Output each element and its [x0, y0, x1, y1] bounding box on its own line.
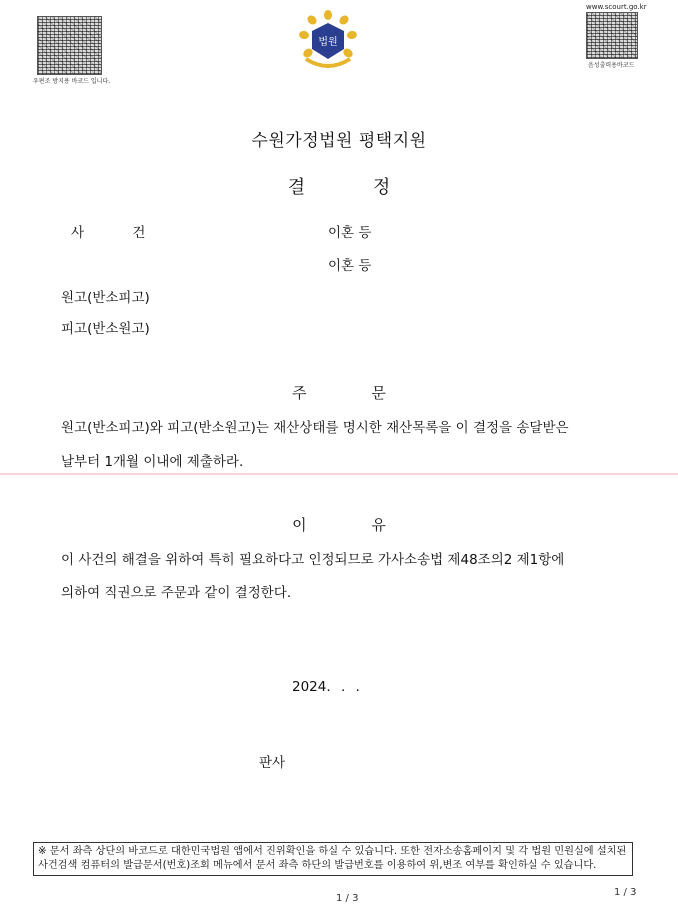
redacted-case-number: [185, 218, 323, 238]
plaintiff-label: 원고(반소피고): [61, 290, 150, 306]
decision-date: 2024. . .: [292, 679, 360, 695]
page-number-right: 1 / 3: [614, 887, 637, 898]
authenticity-barcode: [37, 16, 102, 75]
voice-output-barcode: [586, 12, 638, 59]
judge-label: 판사: [259, 755, 286, 771]
court-name: 수원가정법원 평택지원: [251, 131, 427, 151]
case-label: 사 건: [71, 225, 146, 241]
order-line-1: 원고(반소피고)와 피고(반소원고)는 재산상태를 명시한 재산목록을 이 결정을 송달받은: [61, 420, 569, 436]
right-barcode-caption: 음성출력용바코드: [588, 62, 635, 69]
order-heading: 주 문: [292, 384, 386, 402]
order-line-2: 날부터 1개월 이내에 제출하라.: [61, 454, 244, 470]
page-divider: [0, 473, 678, 475]
document-type: 결 정: [287, 177, 391, 198]
page-number-center: 1 / 3: [336, 893, 359, 904]
reason-heading: 이 유: [292, 516, 386, 534]
reason-line-1: 이 사건의 해결을 위하여 특히 필요하다고 인정되므로 가사소송법 제48조의2 제1항에: [61, 552, 565, 568]
case-name-1: 이혼 등: [328, 225, 372, 241]
reason-line-2: 의하여 직권으로 주문과 같이 결정한다.: [61, 585, 292, 601]
left-barcode-caption: 우편조 방지용 바코드 입니다.: [33, 78, 111, 85]
case-name-2: 이혼 등: [328, 258, 372, 274]
site-url: www.scourt.go.kr: [586, 3, 647, 11]
verification-notice: ※ 문서 좌측 상단의 바코드로 대한민국법원 앱에서 진위확인을 하실 수 있습니다. 또한 전자소송홈페이지 및 각 법원 민원실에 설치된 사건검색 컴퓨터의 발급문서(번호)조회 메뉴에서 문서 좌측 하단의 발급번호를 이용하여 위,변조 여부를 확인하실 수 있습니다.: [33, 842, 633, 876]
emblem-label: 법원: [318, 37, 338, 48]
defendant-label: 피고(반소원고): [61, 321, 150, 337]
